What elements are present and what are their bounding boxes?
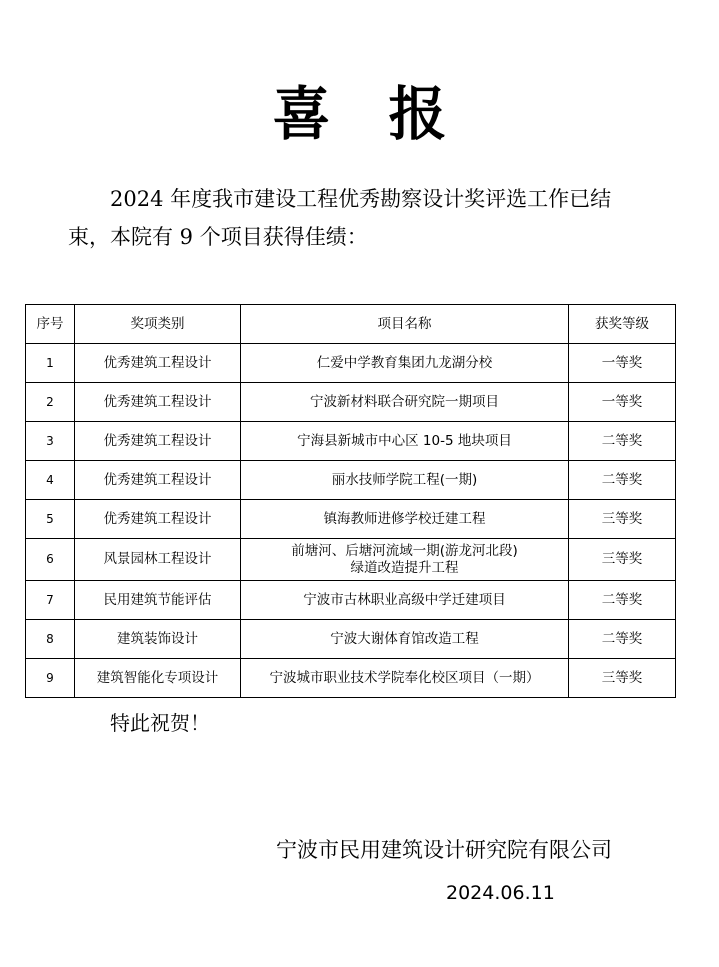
table-row xyxy=(26,422,676,461)
row-project: 宁波新材料联合研究院一期项目 xyxy=(241,383,569,422)
row-level: 二等奖 xyxy=(569,581,676,620)
header-category: 奖项类别 xyxy=(75,305,241,344)
row-project: 宁波市古林职业高级中学迁建项目 xyxy=(241,581,569,620)
row-category: 建筑装饰设计 xyxy=(75,620,241,659)
table-row xyxy=(26,581,676,620)
row-project xyxy=(241,539,569,581)
row-level: 二等奖 xyxy=(569,620,676,659)
row-category: 优秀建筑工程设计 xyxy=(75,500,241,539)
header-level: 获奖等级 xyxy=(569,305,676,344)
row-no: 9 xyxy=(26,659,75,698)
row-project: 镇海教师进修学校迁建工程 xyxy=(241,500,569,539)
awards-table xyxy=(25,304,676,698)
row-level: 三等奖 xyxy=(569,539,676,581)
row-no: 7 xyxy=(26,581,75,620)
row-project: 宁海县新城市中心区 10-5 地块项目 xyxy=(241,422,569,461)
row-no: 6 xyxy=(26,539,75,581)
row-category: 优秀建筑工程设计 xyxy=(75,422,241,461)
signature-date: 2024.06.11 xyxy=(446,882,555,904)
header-no: 序号 xyxy=(26,305,75,344)
row-no: 8 xyxy=(26,620,75,659)
table-row xyxy=(26,383,676,422)
row-category: 民用建筑节能评估 xyxy=(75,581,241,620)
row-project: 仁爱中学教育集团九龙湖分校 xyxy=(241,344,569,383)
closing-text: 特此祝贺！ xyxy=(110,711,210,735)
row-no: 5 xyxy=(26,500,75,539)
row-project-line-1: 前塘河、后塘河流域一期(游龙河北段) xyxy=(291,542,518,559)
table-row xyxy=(26,500,676,539)
row-level: 三等奖 xyxy=(569,500,676,539)
row-project-line-2: 绿道改造提升工程 xyxy=(350,559,459,576)
row-no: 4 xyxy=(26,461,75,500)
table-row xyxy=(26,539,676,581)
intro-line-1: 2024 年度我市建设工程优秀勘察设计奖评选工作已结 xyxy=(110,187,612,211)
row-level: 三等奖 xyxy=(569,659,676,698)
table-header-row xyxy=(26,305,676,344)
row-category: 优秀建筑工程设计 xyxy=(75,344,241,383)
row-category: 优秀建筑工程设计 xyxy=(75,383,241,422)
header-project: 项目名称 xyxy=(241,305,569,344)
table-row xyxy=(26,461,676,500)
intro-paragraph xyxy=(68,180,628,256)
row-project: 丽水技师学院工程(一期) xyxy=(241,461,569,500)
row-level: 一等奖 xyxy=(569,344,676,383)
table-row xyxy=(26,620,676,659)
page-title: 喜报 xyxy=(272,80,505,148)
row-category: 风景园林工程设计 xyxy=(75,539,241,581)
row-category: 优秀建筑工程设计 xyxy=(75,461,241,500)
row-level: 二等奖 xyxy=(569,461,676,500)
table-row xyxy=(26,344,676,383)
row-level: 二等奖 xyxy=(569,422,676,461)
row-level: 一等奖 xyxy=(569,383,676,422)
row-project: 宁波城市职业技术学院奉化校区项目（一期） xyxy=(241,659,569,698)
row-no: 1 xyxy=(26,344,75,383)
row-project: 宁波大谢体育馆改造工程 xyxy=(241,620,569,659)
intro-line-2: 束，本院有 9 个项目获得佳绩： xyxy=(68,225,368,249)
table-row xyxy=(26,659,676,698)
row-category: 建筑智能化专项设计 xyxy=(75,659,241,698)
signature-organization: 宁波市民用建筑设计研究院有限公司 xyxy=(276,838,612,862)
row-no: 2 xyxy=(26,383,75,422)
row-no: 3 xyxy=(26,422,75,461)
